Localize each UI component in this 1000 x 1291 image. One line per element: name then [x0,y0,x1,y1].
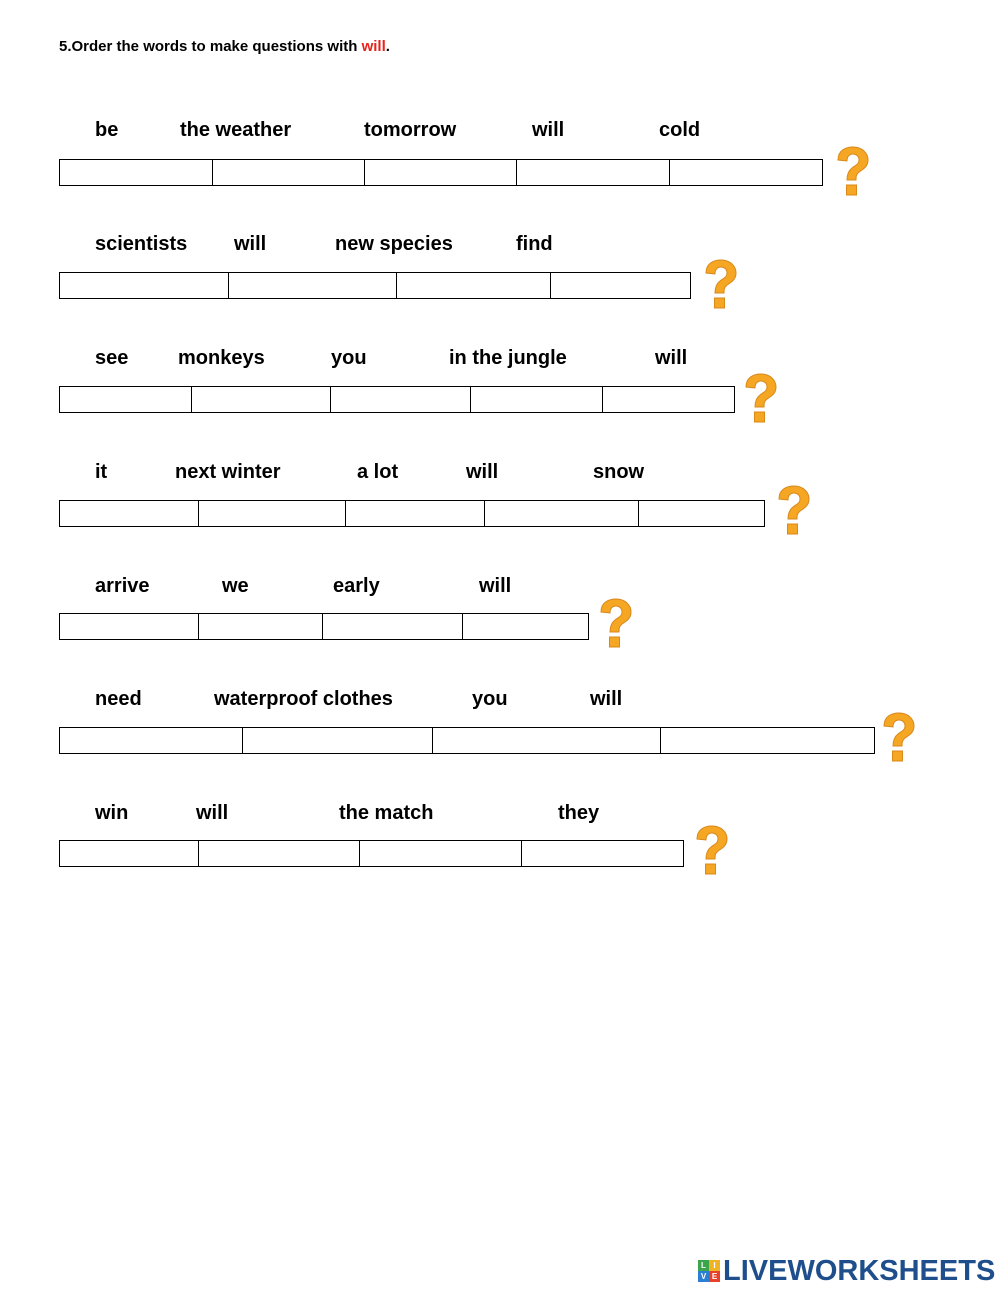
answer-box-row [59,272,691,299]
answer-drop-box[interactable] [229,273,397,298]
logo-letter: I [709,1260,720,1271]
instruction-title [59,38,390,55]
answer-drop-box[interactable] [323,614,463,639]
scrambled-word[interactable]: new species [335,233,453,255]
answer-drop-box[interactable] [199,841,360,866]
answer-box-row [59,613,589,640]
answer-drop-box[interactable] [551,273,690,298]
answer-drop-box[interactable] [60,160,213,185]
answer-drop-box[interactable] [670,160,822,185]
instruction-prefix: 5.Order the words to make questions with [59,38,362,55]
answer-drop-box[interactable] [199,614,323,639]
scrambled-word[interactable]: waterproof clothes [214,688,393,710]
scrambled-word[interactable]: will [479,575,512,597]
answer-drop-box[interactable] [485,501,639,526]
answer-drop-box[interactable] [192,387,331,412]
logo-mark-icon [698,1260,720,1282]
answer-drop-box[interactable] [331,387,471,412]
scrambled-word[interactable]: you [472,688,508,710]
instruction-highlight: will [361,38,386,55]
scrambled-word[interactable]: arrive [95,575,150,597]
answer-box-row [59,386,735,413]
scrambled-word[interactable]: the weather [180,119,292,141]
answer-drop-box[interactable] [397,273,551,298]
answer-box-row [59,500,765,527]
scrambled-word[interactable]: next winter [175,461,281,483]
scrambled-word[interactable]: snow [593,461,645,483]
question-mark-icon [878,712,918,764]
scrambled-word[interactable]: will [196,802,229,824]
answer-drop-box[interactable] [243,728,433,753]
question-mark-icon [595,598,635,650]
answer-drop-box[interactable] [346,501,485,526]
answer-drop-box[interactable] [213,160,365,185]
logo-text: LIVEWORKSHEETS [723,1254,996,1287]
scrambled-word[interactable]: will [234,233,267,255]
answer-box-row [59,840,684,867]
scrambled-word[interactable]: need [95,688,142,710]
answer-drop-box[interactable] [639,501,764,526]
scrambled-word[interactable]: tomorrow [364,119,457,141]
scrambled-word[interactable]: a lot [357,461,399,483]
liveworksheets-logo [698,1254,995,1288]
scrambled-word[interactable]: find [516,233,553,255]
answer-drop-box[interactable] [365,160,517,185]
scrambled-word[interactable]: the match [339,802,434,824]
question-mark-icon [700,259,740,311]
answer-drop-box[interactable] [60,841,199,866]
logo-letter: V [698,1271,709,1282]
answer-drop-box[interactable] [522,841,683,866]
answer-drop-box[interactable] [60,614,199,639]
question-mark-icon [832,146,872,198]
answer-drop-box[interactable] [463,614,588,639]
answer-drop-box[interactable] [360,841,522,866]
scrambled-word[interactable]: be [95,119,119,141]
scrambled-word[interactable]: early [333,575,380,597]
answer-drop-box[interactable] [60,387,192,412]
question-mark-icon [773,485,813,537]
scrambled-word[interactable]: you [331,347,367,369]
question-mark-icon [691,825,731,877]
scrambled-word[interactable]: will [655,347,688,369]
scrambled-word[interactable]: will [532,119,565,141]
scrambled-word[interactable]: will [590,688,623,710]
logo-letter: E [709,1271,720,1282]
answer-drop-box[interactable] [603,387,734,412]
answer-drop-box[interactable] [661,728,874,753]
scrambled-word[interactable]: they [558,802,600,824]
answer-drop-box[interactable] [199,501,346,526]
scrambled-word[interactable]: in the jungle [449,347,567,369]
answer-drop-box[interactable] [60,501,199,526]
answer-drop-box[interactable] [517,160,670,185]
logo-letter: L [698,1260,709,1271]
answer-drop-box[interactable] [433,728,661,753]
scrambled-word[interactable]: will [466,461,499,483]
answer-drop-box[interactable] [471,387,603,412]
instruction-suffix: . [385,38,390,55]
scrambled-word[interactable]: we [222,575,249,597]
question-mark-icon [740,373,780,425]
scrambled-word[interactable]: monkeys [178,347,265,369]
answer-box-row [59,159,823,186]
answer-drop-box[interactable] [60,273,229,298]
scrambled-word[interactable]: win [95,802,129,824]
scrambled-word[interactable]: scientists [95,233,188,255]
answer-drop-box[interactable] [60,728,243,753]
scrambled-word[interactable]: see [95,347,129,369]
scrambled-word[interactable]: it [95,461,108,483]
answer-box-row [59,727,875,754]
scrambled-word[interactable]: cold [659,119,701,141]
